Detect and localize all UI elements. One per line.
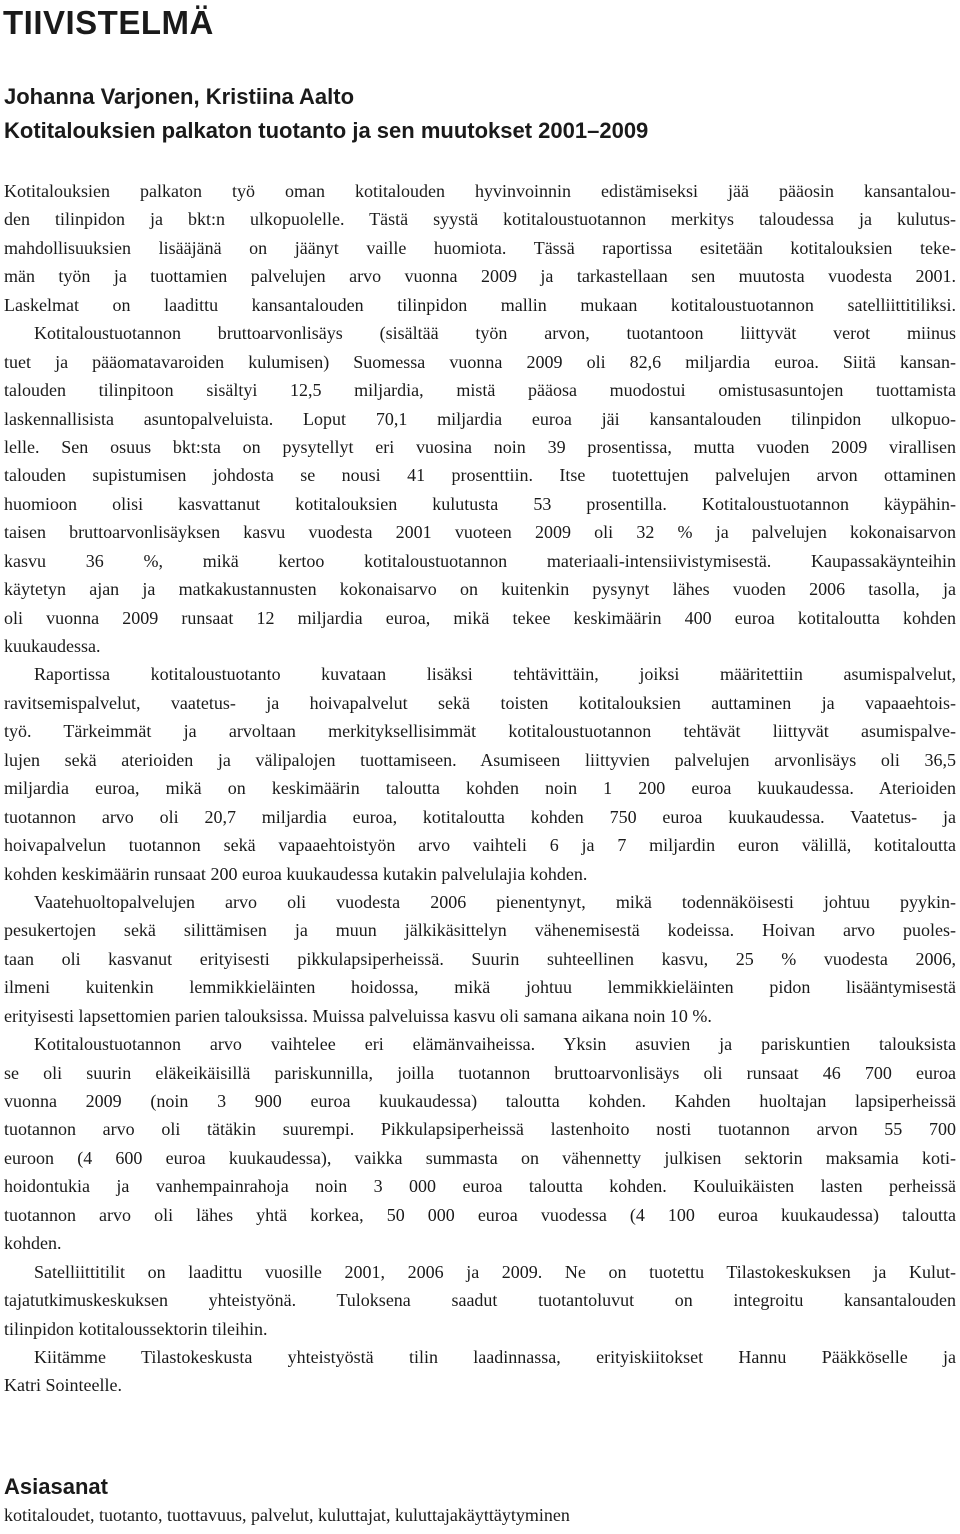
text-line: mahdollisuuksien lisääjänä on jäänyt vaille huomiota. Tässä raportissa esitetään kotitalouksien teke- (4, 237, 956, 258)
text-line: käytetyn ajan ja matkakustannusten kokonaisarvo on kuitenkin pysynyt lähes vuoden 2006 tasolla, ja (4, 579, 956, 600)
text-line: taisen bruttoarvonlisäyksen kasvu vuodesta 2001 vuoteen 2009 oli 32 % ja palvelujen kokonaisarvon (4, 522, 956, 543)
text-line: vuonna 2009 (noin 3 900 euroa kuukaudessa) taloutta kohden. Kahden huoltajan lapsiperheissä (4, 1091, 956, 1111)
text-line: kasvu 36 %, mikä kertoo kotitaloustuotannon materiaali-intensiivistymisestä. Kaupassakäynteihin (4, 550, 956, 571)
text-line: euroon (4 600 euroa kuukaudessa), vaikka summasta on vähennetty julkisen sektorin maksamia koti- (4, 1147, 956, 1168)
text-line: tuet ja pääomatavaroiden kulumisen) Suomessa vuonna 2009 oli 82,6 miljardia euroa. Siitä kansan- (4, 351, 956, 372)
text-line: män työn ja tuottamien palvelujen arvo vuonna 2009 ja tarkastellaan sen muutosta vuodesta 2001. (4, 266, 956, 287)
text-line: kohden keskimäärin runsaat 200 euroa kuukaudessa kutakin palvelulajia kohden. (4, 863, 588, 884)
text-line: pesukertojen sekä silittämisen ja muun jälkikäsittelyn vähenemisestä kodeissa. Hoivan arvo puoles- (4, 920, 956, 941)
text-line: Vaatehuoltopalvelujen arvo oli vuodesta 2006 pienentynyt, mikä todennäköisesti johtuu pyykin- (34, 891, 956, 912)
text-line: Katri Sointeelle. (4, 1375, 122, 1396)
text-line: huomioon olisi kasvattanut kotitalouksien kulutusta 53 prosentilla. Kotitaloustuotannon käypähin- (4, 493, 956, 514)
text-line: taan oli kasvanut erityisesti pikkulapsiperheissä. Suurin suhteellinen kasvu, 25 % vuodesta 2006, (4, 948, 956, 969)
text-line: Satelliittitilit on laadittu vuosille 2001, 2006 ja 2009. Ne on tuotettu Tilastokeskuksen ja Kulut- (34, 1261, 956, 1282)
text-line: Laskelmat on laadittu kansantalouden tilinpidon mallin mukaan kotitaloustuotannon satelliittitiliksi. (4, 294, 956, 315)
text-line: tilinpidon kotitaloussektorin tileihin. (4, 1318, 268, 1339)
text-line: lelle. Sen osuus bkt:sta on pysytellyt eri vuosina noin 39 prosentissa, mutta vuoden 2009 virallisen (4, 436, 956, 457)
report-title: Kotitalouksien palkaton tuotanto ja sen muutokset 2001–2009 (4, 118, 649, 143)
text-line: laskennallisista asuntopalveluista. Loput 70,1 miljardia euroa jäi kansantalouden tilinpidon ulkopuo- (4, 408, 956, 429)
text-line: talouden supistumisen johdosta se nousi 41 prosenttiin. Itse tuotettujen palvelujen arvon ottaminen (4, 465, 956, 486)
text-line: kuukaudessa. (4, 636, 101, 656)
keywords-text: kotitaloudet, tuotanto, tuottavuus, palvelut, kuluttajat, kuluttajakäyttäytyminen (4, 1505, 570, 1525)
text-line: miljardia euroa, mikä on keskimäärin taloutta kohden noin 1 200 euroa kuukaudessa. Aterioiden (4, 778, 956, 799)
text-line: tajatutkimuskeskuksen yhteistyönä. Tuloksena saadut tuotantoluvut on integroitu kansantalouden (4, 1290, 956, 1311)
authors: Johanna Varjonen, Kristiina Aalto (4, 84, 355, 109)
text-line: kohden. (4, 1233, 62, 1254)
text-line: tuotannon arvo oli 20,7 miljardia euroa, kotitaloutta kohden 750 euroa kuukaudessa. Vaatetus- ja (4, 806, 956, 827)
text-line: tuotannon arvo oli lähes yhtä korkea, 50 000 euroa vuodessa (4 100 euroa kuukaudessa) taloutta (4, 1204, 956, 1225)
text-line: ravitsemispalvelut, vaatetus- ja hoivapalvelut sekä toisten kotitalouksien auttaminen ja vapaaehtois- (4, 692, 956, 713)
text-line: hoidontukia ja vanhempainrahoja noin 3 000 euroa taloutta kohden. Kouluikäisten lasten perheissä (4, 1176, 956, 1197)
text-line: Kotitaloustuotannon bruttoarvonlisäys (sisältää työn arvon, tuotantoon liittyvät verot miinus (34, 323, 956, 344)
page-heading: TIIVISTELMÄ (3, 4, 214, 41)
text-line: hoivapalvelun tuotannon sekä vapaaehtoistyön arvo vaihteli 6 ja 7 miljardin euron välillä, kotitaloutta (4, 835, 956, 856)
text-line: lujen sekä aterioiden ja välipalojen tuottamiseen. Asumiseen liittyvien palvelujen arvonlisäys oli 36,5 (4, 749, 956, 770)
text-line: den tilinpidon ja bkt:n ulkopuolelle. Tästä syystä kotitaloustuotannon merkitys taloudessa ja kulutus- (4, 209, 956, 230)
text-line: Kotitaloustuotannon arvo vaihtelee eri elämänvaiheissa. Yksin asuvien ja pariskuntien talouksista (34, 1034, 956, 1055)
text-line: työ. Tärkeimmät ja arvoltaan merkityksellisimmät kotitaloustuotannon tehtävät liittyvät asumispalve- (4, 721, 956, 742)
text-line: tuotannon arvo oli tätäkin suurempi. Pikkulapsiperheissä lastenhoito nosti tuotannon arvon 55 700 (4, 1119, 956, 1140)
text-line: talouden tilinpitoon sisältyi 12,5 miljardia, mistä pääosa muodostui omistusasuntojen tuottamista (4, 380, 956, 401)
text-line: erityisesti lapsettomien parien talouksissa. Muissa palveluissa kasvu oli samana aikana noin 10 %. (4, 1005, 712, 1026)
keywords-heading: Asiasanat (4, 1474, 108, 1499)
text-line: ilmeni kuitenkin lemmikkieläinten hoidossa, mikä johtuu lemmikkieläinten pidon lisääntymisestä (4, 977, 956, 998)
text-line: Kiitämme Tilastokeskusta yhteistyöstä tilin laadinnassa, erityiskiitokset Hannu Pääkköselle ja (34, 1346, 956, 1367)
text-line: Raportissa kotitaloustuotanto kuvataan lisäksi tehtävittäin, joiksi määritettiin asumispalvelut, (34, 664, 956, 685)
text-line: Kotitalouksien palkaton työ oman kotitalouden hyvinvoinnin edistämiseksi jää pääosin kansantalou- (4, 181, 956, 201)
summary-body (4, 177, 956, 1400)
text-line: se oli suurin eläkeikäisillä pariskunnilla, joilla tuotannon bruttoarvonlisäys oli runsaat 46 700 euroa (4, 1062, 956, 1083)
text-line: oli vuonna 2009 runsaat 12 miljardia euroa, mikä tekee keskimäärin 400 euroa kotitaloutta kohden (4, 607, 956, 628)
